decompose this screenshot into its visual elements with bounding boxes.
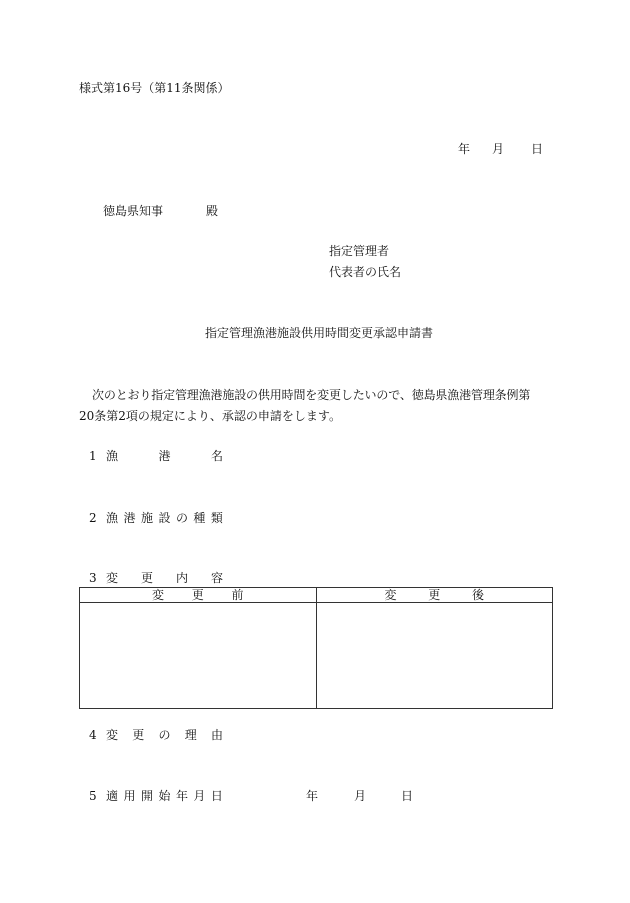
item-4-char: 変 [106,728,119,742]
item-2-char: 種 [193,511,206,525]
item-2-char: 港 [123,511,136,525]
applicant-line1: 指定管理者 [329,244,390,258]
item-2-number: 2 [89,511,97,525]
item-5-char: 開 [140,789,153,803]
item-2-char: の [175,511,188,525]
item-4-char: 更 [132,728,145,742]
item-5-number: 5 [89,789,97,803]
item-1-char: 港 [158,449,171,463]
document-title: 指定管理漁港施設供用時間変更承認申請書 [205,326,434,340]
date-month-label: 月 [492,142,505,156]
item-2-char: 設 [158,511,171,525]
item-5-month-label: 月 [354,789,367,803]
item-2-char: 施 [140,511,153,525]
item-5-char: 日 [210,789,223,803]
before-header-char: 変 [152,588,165,602]
change-table-header [80,588,553,603]
item-1-number: 1 [89,449,97,463]
item-5-label [106,790,223,802]
body-line-1: 次のとおり指定管理漁港施設の供用時間を変更したいので、徳島県漁港管理条例第 [92,388,531,402]
after-change-cell[interactable] [316,603,553,709]
item-5-char: 年 [175,789,188,803]
item-2-label [106,512,223,524]
item-3-number: 3 [89,571,97,585]
item-5-char: 始 [158,789,171,803]
item-5-char: 月 [193,789,206,803]
date-year-label: 年 [458,142,471,156]
after-header-char: 変 [384,588,397,602]
before-header-char: 更 [191,588,204,602]
item-2-char: 漁 [106,511,119,525]
body-line-2: 20条第2項の規定により、承認の申請をします。 [79,409,341,423]
after-header-char: 後 [471,588,484,602]
item-3-char: 変 [106,571,119,585]
before-change-cell[interactable] [80,603,317,709]
item-3-char: 更 [140,571,153,585]
item-5-char: 用 [123,789,136,803]
item-4-char: 由 [210,728,223,742]
item-5-char: 適 [106,789,119,803]
date-day-label: 日 [531,142,544,156]
item-2-char: 類 [210,511,223,525]
item-1-char: 漁 [106,449,119,463]
item-4-char: 理 [184,728,197,742]
before-change-header [80,588,317,603]
change-table [79,587,553,709]
after-header-char: 更 [428,588,441,602]
item-1-label [106,450,223,462]
item-4-char: の [158,728,171,742]
item-3-label [106,572,223,584]
item-3-char: 容 [210,571,223,585]
item-3-char: 内 [175,571,188,585]
item-5-year-label: 年 [306,789,319,803]
before-header-char: 前 [231,588,244,602]
addressee-name: 徳島県知事 [103,204,164,218]
item-5-day-label: 日 [401,789,414,803]
item-1-char: 名 [210,449,223,463]
item-4-number: 4 [89,728,97,742]
change-table-body-row [80,603,553,709]
applicant-line2: 代表者の氏名 [329,265,402,279]
after-change-header [316,588,553,603]
item-4-label [106,729,223,741]
form-number: 様式第16号（第11条関係） [79,81,230,95]
addressee-honorific: 殿 [206,204,219,218]
